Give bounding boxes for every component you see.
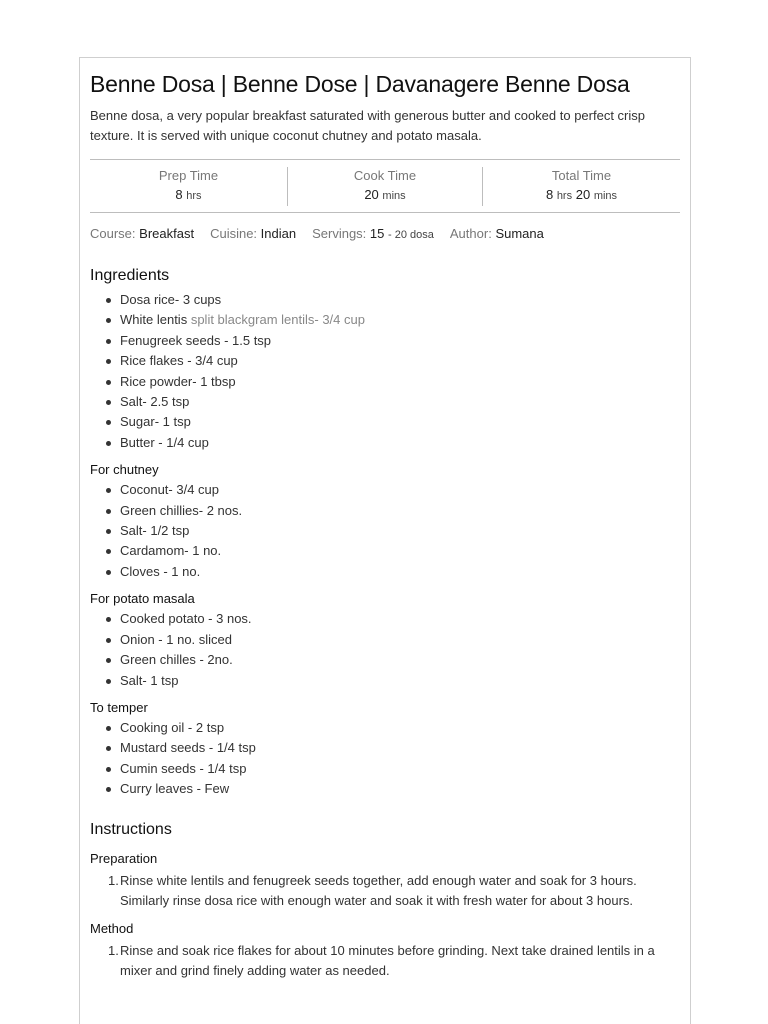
prep-time-label: Prep Time [158,167,219,183]
list-item: Curry leaves - Few [106,779,680,799]
meta-course: Course: Breakfast [90,226,195,241]
temper-heading: To temper [90,699,148,715]
list-item: Rice powder- 1 tbsp [106,372,680,392]
prep-time-unit: hrs [186,189,202,202]
meta-servings: Servings: 15 - 20 dosa [312,226,434,241]
cook-time-value: 20 [364,186,379,202]
meta-author: Author: Sumana [449,226,544,241]
preparation-steps [108,871,680,912]
list-item: Green chillies- 2 nos. [106,501,680,521]
list-item: Cloves - 1 no. [106,562,680,582]
cook-time-unit: mins [382,189,406,202]
total-time [482,167,680,206]
list-item: Salt- 1 tsp [106,671,680,691]
list-item: Butter - 1/4 cup [106,433,680,453]
masala-heading: For potato masala [90,591,195,607]
prep-time [90,167,287,206]
method-heading: Method [90,920,134,936]
recipe-card [79,57,691,1024]
list-item: Cooking oil - 2 tsp [106,718,680,738]
chutney-heading: For chutney [90,462,159,478]
list-item: Cumin seeds - 1/4 tsp [106,759,680,779]
temper-list [106,718,680,800]
chutney-list [106,480,680,582]
list-item: Onion - 1 no. sliced [106,630,680,650]
list-item: Cardamom- 1 no. [106,541,680,561]
total-time-label: Total Time [551,167,612,183]
list-item: Green chilles - 2no. [106,650,680,670]
recipe-summary: Benne dosa, a very popular breakfast saturated with generous butter and cooked to perfect crisp texture. It is served with unique coconut chutney and potato masala. [90,108,646,143]
cook-time [287,167,482,206]
total-time-minutes: 20 [575,186,591,202]
method-steps [108,941,680,982]
list-item: Sugar- 1 tsp [106,412,680,432]
cook-time-label: Cook Time [353,167,417,183]
list-item: Salt- 1/2 tsp [106,521,680,541]
ingredients-main-list [106,290,680,453]
list-item: Salt- 2.5 tsp [106,392,680,412]
list-item: Mustard seeds - 1/4 tsp [106,738,680,758]
preparation-heading: Preparation [90,850,158,866]
list-item: Fenugreek seeds - 1.5 tsp [106,331,680,351]
instruction-step: 1. Rinse and soak rice flakes for about 10 minutes before grinding. Next take drained lentils in a mixer and grind finely adding water as needed. [108,942,655,979]
total-time-hours-unit: hrs [556,189,573,202]
ingredients-heading: Ingredients [90,267,170,284]
list-item: Cooked potato - 3 nos. [106,609,680,629]
list-item: White lentis split blackgram lentils- 3/4 cup [106,310,680,330]
recipe-title: Benne Dosa | Benne Dose | Davanagere Benne Dosa [90,71,630,97]
total-time-hours: 8 [545,186,554,202]
prep-time-value: 8 [175,186,183,202]
instruction-step: 1. Rinse white lentils and fenugreek seeds together, add enough water and soak for 3 hours. Similarly rinse dosa rice with enough water and soak it with fresh water for about 3 hours. [108,872,637,909]
recipe-meta [90,225,680,244]
instructions-heading: Instructions [90,820,172,838]
list-item: Coconut- 3/4 cup [106,480,680,500]
total-time-minutes-unit: mins [593,189,618,202]
ingredient-note: split blackgram lentils- 3/4 cup [190,312,365,328]
recipe-times [90,159,680,213]
masala-list [106,609,680,691]
list-item: Rice flakes - 3/4 cup [106,351,680,371]
meta-cuisine: Cuisine: Indian [210,226,297,241]
list-item: Dosa rice- 3 cups [106,290,680,310]
